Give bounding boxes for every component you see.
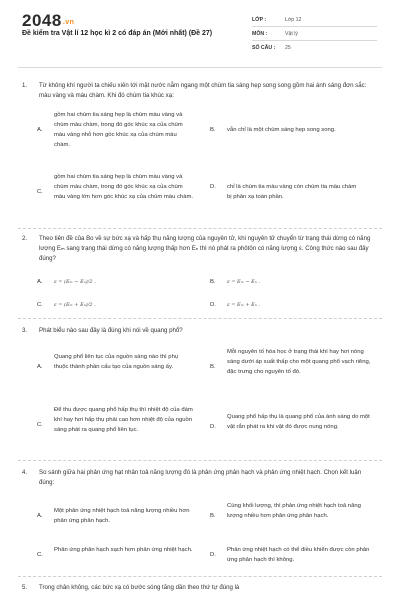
option-letter: C. — [37, 552, 43, 558]
question-number: 3. — [22, 327, 28, 334]
option-text: Để thu được quang phổ hấp thụ thì nhiệt độ của đám khí hay hơi hấp thụ phải cao hơn nhiệt độ của nguồn sáng phát ra quang phổ liên tục. — [54, 407, 193, 433]
option-formula: ε = Eₘ − Eₙ . — [227, 279, 260, 285]
question-number: 5. — [22, 584, 28, 591]
option-text: gồm hai chùm tia sáng hẹp là chùm màu vàng và chùm màu chàm, trong đó góc khúc xạ của chùm màu vàng lớn hơn góc khúc xạ của chùm màu chàm. — [54, 174, 194, 200]
meta-count-value: 25 — [285, 45, 291, 51]
option-letter: D. — [210, 424, 216, 430]
question-number: 4. — [22, 469, 28, 476]
question-divider — [18, 318, 382, 319]
option-letter: A. — [37, 279, 43, 285]
option-letter: B. — [210, 364, 216, 370]
option-letter: A. — [37, 127, 43, 133]
option-letter: B. — [210, 127, 216, 133]
question-number: 2. — [22, 235, 28, 242]
meta-grade-label: LỚP : — [252, 17, 267, 23]
question-stem: Theo tiên đề của Bo về sự bức xạ và hấp thụ năng lượng của nguyên tử, khi nguyên tử chuyển từ trạng thái dừng có năng lượng Eₘ sang trạng thái dừng có năng lượng thấp hơn Eₙ thì nó phát ra phôtôn có năng lượng ε. Công thức nào sau đây đúng? — [39, 235, 371, 262]
option-text: Mỗi nguyên tố hóa học ở trạng thái khí hay hơi nóng sáng dưới áp suất thấp cho một quang phổ vạch riêng, đặc trưng cho nguyên tố đó. — [227, 349, 371, 375]
site-logo[interactable] — [22, 11, 74, 31]
logo-text: 2048 — [22, 11, 62, 30]
option-text: Cùng khối lượng, thì phản ứng nhiệt hạch toả năng lượng nhiều hơn phản ứng phân hạch. — [227, 503, 361, 519]
option-letter: D. — [210, 302, 216, 308]
meta-grade-value: Lớp 12 — [285, 17, 302, 23]
option-text: Phản ứng phân hạch sạch hơn phản ứng nhiệt hạch. — [54, 547, 193, 553]
option-formula: ε = (Eₘ − Eₙ)/2 . — [54, 279, 96, 285]
option-letter: B. — [210, 279, 216, 285]
option-text: Quang phổ liên tục của nguồn sáng nào thì phụ thuộc thành phần cấu tạo của nguồn sáng ấy. — [54, 354, 179, 370]
option-formula: ε = Eₘ + Eₙ . — [227, 302, 260, 308]
option-formula: ε = (Eₘ + Eₙ)/2 . — [54, 302, 96, 308]
question-number: 1. — [22, 82, 28, 89]
meta-divider — [252, 40, 377, 41]
question-stem: So sánh giữa hai phản ứng hạt nhân toả năng lượng đó là phản ứng phân hạch và phản ứng nhiệt hạch. Chọn kết luận đúng: — [39, 469, 362, 486]
option-text: gồm hai chùm tia sáng hẹp là chùm màu vàng và chùm màu chàm, trong đó góc khúc xạ của chùm màu vàng nhỏ hơn góc khúc xạ của chùm màu chàm. — [54, 112, 183, 148]
question-divider — [18, 228, 382, 229]
option-text: chỉ là chùm tia màu vàng còn chùm tia màu chàm bị phản xạ toàn phần. — [227, 184, 357, 200]
option-letter: C. — [37, 302, 43, 308]
header-divider — [18, 67, 382, 68]
logo-suffix: .vn — [62, 19, 75, 26]
meta-count-label: SỐ CÂU : — [252, 45, 276, 51]
meta-divider — [252, 26, 377, 27]
document-header — [0, 0, 400, 58]
question-stem: Từ không khí người ta chiếu xiên tới mặt nước nằm ngang một chùm tia sáng hẹp song song gồm hai ánh sáng đơn sắc: màu vàng và màu chàm. Khi đó chùm tia khúc xạ: — [39, 82, 367, 99]
option-letter: D. — [210, 184, 216, 190]
meta-subject-value: Vật lý — [285, 31, 298, 37]
question-stem: Trong chân không, các bức xạ có bước sóng tăng dần theo thứ tự đúng là — [39, 584, 240, 591]
option-letter: B. — [210, 513, 216, 519]
option-text: vẫn chỉ là một chùm sáng hẹp song song. — [227, 127, 336, 133]
option-letter: C. — [37, 422, 43, 428]
option-letter: D. — [210, 552, 216, 558]
page-title: Đề kiểm tra Vật lí 12 học kì 2 có đáp án (Mới nhất) (Đề 27) — [22, 30, 213, 37]
option-letter: A. — [37, 513, 43, 519]
option-text: Phản ứng nhiệt hạch có thể điều khiển được còn phản ứng phân hạch thì không. — [227, 547, 370, 563]
meta-subject-label: MÔN : — [252, 31, 268, 37]
question-divider — [18, 460, 382, 461]
question-divider — [18, 576, 382, 577]
option-text: Một phản ứng nhiệt hạch toả năng lượng nhiều hơn phản ứng phân hạch. — [54, 508, 190, 524]
option-text: Quang phổ hấp thụ là quang phổ của ánh sáng do một vật rắn phát ra khi vật đó được nung nóng. — [227, 414, 370, 430]
question-stem: Phát biểu nào sau đây là đúng khi nói về quang phổ? — [39, 327, 183, 334]
option-letter: C. — [37, 189, 43, 195]
option-letter: A. — [37, 364, 43, 370]
